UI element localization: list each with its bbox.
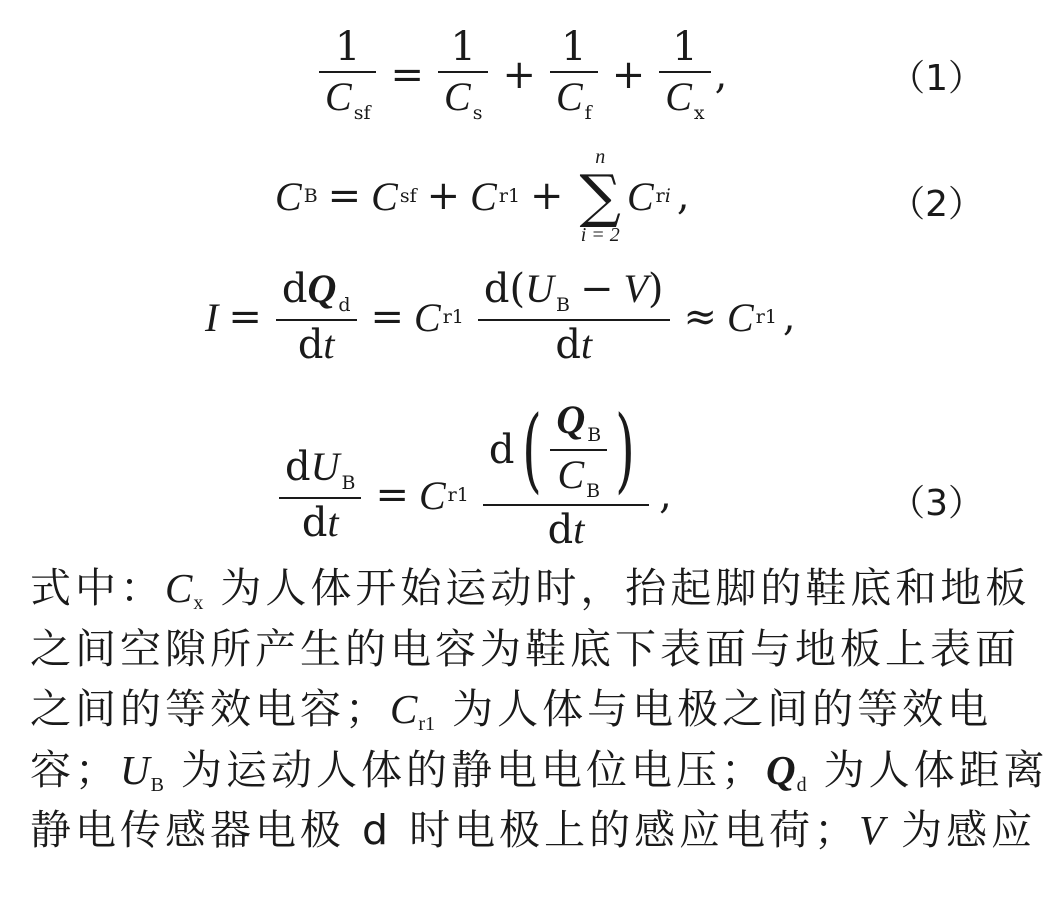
equation-1-number: （1） [889,58,984,99]
paragraph-line-3: 之间的等效电容；Cr1 为人体与电极之间的等效电 [30,685,993,735]
fraction-dQd-dt: $\frac{dQ _d}{dt}$ [276,268,357,365]
fraction-cs: $\frac{1}{C _s}$ [438,26,488,123]
summation-sign: n ∑ i = 2 [579,146,621,246]
equation-2: C B = C sf + C r1 + n ∑ i = 2 C r i , [275,146,690,246]
equation-2-number: （2） [889,184,984,225]
equation-1-row [0,20,1014,130]
paragraph-line-4: 容；UB 为运动人体的静电电位电压；Qd 为人体距离 [30,745,1049,796]
paragraph-line-2: 之间空隙所产生的电容为鞋底下表面与地板上表面 [30,624,1020,673]
equation-3: $\frac{dU _B}{dt}$ = C r1 d ( $\frac{Q _B}{C _B}$ ) dt , [275,395,672,555]
fraction-dUB-dt: $\frac{dU _B}{dt}$ [279,446,361,543]
equation-3-row [0,395,1014,555]
equation-current: I = $\frac{dQ _d}{dt}$ = C r1 $\frac{d(U _B - V)}{dt}$ ≈ C r1 , [205,266,796,368]
explanation-paragraph [30,558,1049,861]
equation-current-row [0,262,1014,372]
fraction-cx: $\frac{1}{C _x}$ [659,26,710,123]
paragraph-line-5: 静电传感器电极 d 时电极上的感应电荷；V 为感应 [30,806,1037,854]
paragraph-line-1: 式中：Cx 为人体开始运动时，抬起脚的鞋底和地板 [30,564,1031,614]
fraction-lhs: $\frac{1}{C _{sf}}$ [319,26,376,123]
fraction-cf: $\frac{1}{C _f}$ [550,26,598,123]
equation-3-number: （3） [889,483,984,524]
equation-1: $\frac{1}{C _{sf}}$ = $\frac{1}{C _s}$ + $\frac{1}{C _f}$ + $\frac{1}{C _x}$ , [315,20,727,130]
fraction-d-QB-CB-dt: d ( $\frac{Q _B}{C _B}$ ) dt [483,399,649,552]
fraction-dUBV-dt: $\frac{d(U _B - V)}{dt}$ [478,268,670,365]
equation-2-row [0,140,1014,252]
